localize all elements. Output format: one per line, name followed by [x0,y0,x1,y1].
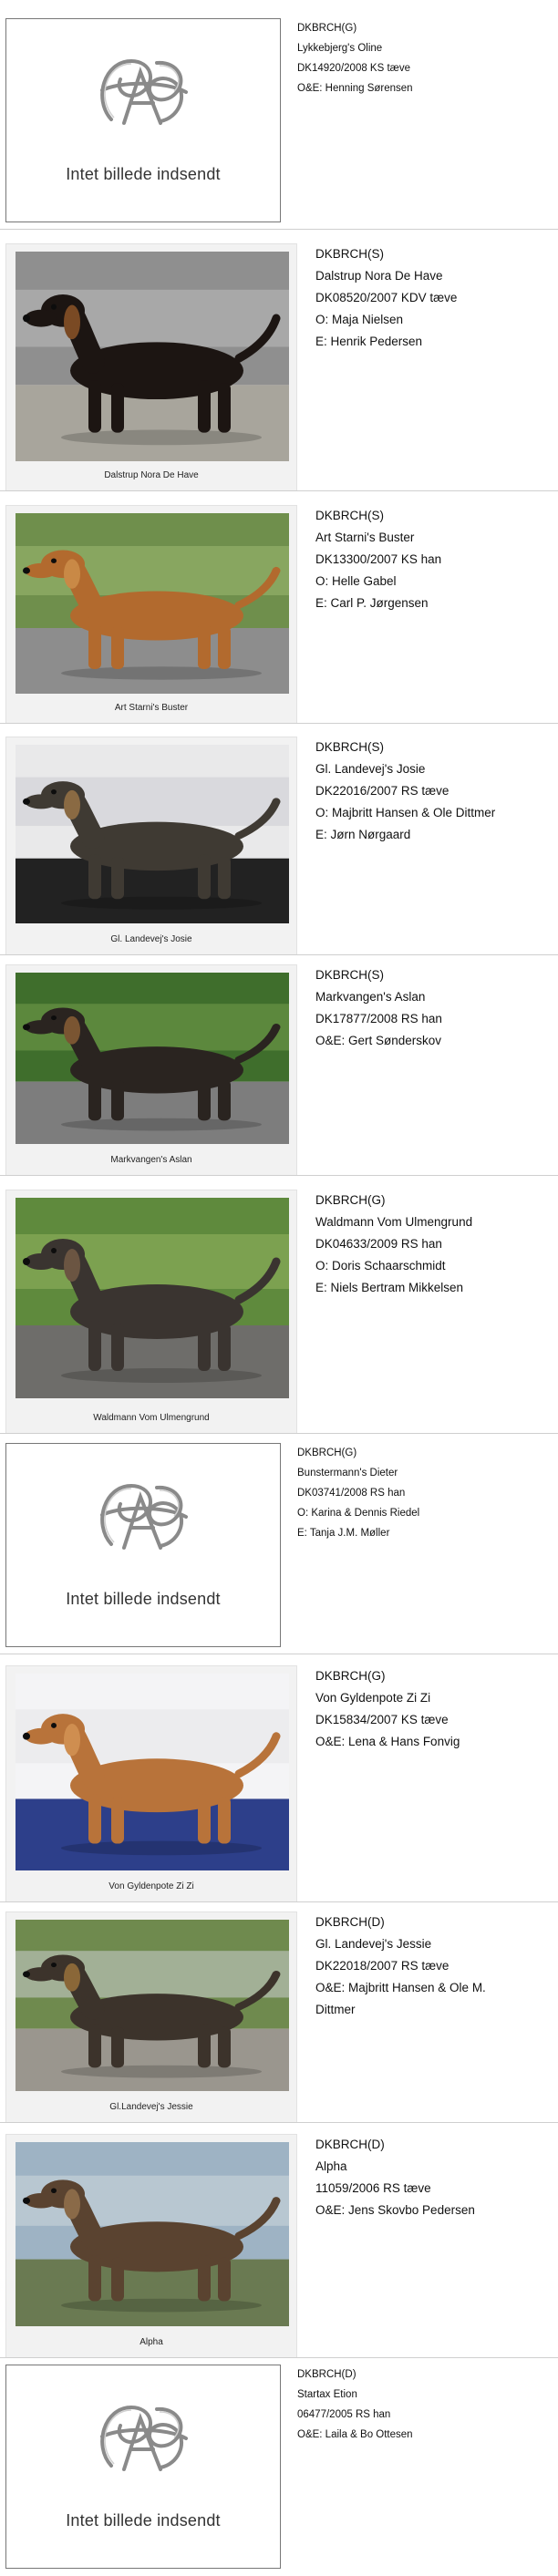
owner-line: O&E: Lena & Hans Fonvig [315,1735,460,1748]
list-item [0,2123,558,2358]
list-item [0,491,558,724]
placeholder-text: Intet billede indsendt [66,1590,221,1608]
dog-info [297,2365,413,2445]
dog-info [315,737,495,846]
dog-info [315,1665,460,1753]
list-item [0,230,558,491]
title-line: DKBRCH(S) [315,247,385,261]
dog-info [315,243,457,353]
photo-caption: Von Gyldenpote Zi Zi [108,1881,194,1891]
dog-info [315,505,441,614]
photo-caption: Markvangen's Aslan [110,1155,192,1165]
dog-photo-icon [16,513,289,694]
photo-card [5,1190,297,1434]
placeholder-text: Intet billede indsendt [66,2511,221,2530]
list-item [0,955,558,1176]
list-item [0,2358,558,2574]
no-image-placeholder [5,1443,281,1647]
title-line: DKBRCH(D) [315,1915,385,1929]
photo-card [5,737,297,955]
title-line: DKBRCH(D) [315,2138,385,2151]
name-line: Gl. Landevej's Jessie [315,1937,432,1951]
owner-line: E: Niels Bertram Mikkelsen [315,1281,464,1294]
photo-card [5,1665,297,1902]
registration-line: DK22016/2007 RS tæve [315,784,450,798]
registration-line: DK03741/2008 RS han [297,1488,406,1499]
photo-caption: Waldmann Vom Ulmengrund [93,1413,210,1423]
owner-line: Dittmer [315,2003,356,2016]
photo-caption: Art Starni's Buster [114,703,189,713]
list-item [0,1902,558,2123]
title-line: DKBRCH(G) [315,1193,386,1207]
club-logo-icon [84,2391,202,2482]
title-line: DKBRCH(G) [297,1448,357,1458]
name-line: Gl. Landevej's Josie [315,762,426,776]
owner-line: O&E: Majbritt Hansen & Ole M. [315,1981,486,1994]
placeholder-text: Intet billede indsendt [66,165,221,183]
dog-photo-icon [16,1198,289,1398]
photo-caption: Gl. Landevej's Josie [110,934,192,944]
owner-line: O: Karina & Dennis Riedel [297,1508,420,1519]
title-line: DKBRCH(G) [297,23,357,34]
owner-line: O&E: Gert Sønderskov [315,1034,442,1047]
list-item [0,1434,558,1654]
photo-card [5,964,297,1176]
club-logo-icon [84,45,202,136]
photo-caption: Dalstrup Nora De Have [104,470,199,480]
registration-line: 11059/2006 RS tæve [315,2181,431,2195]
registration-line: DK17877/2008 RS han [315,1012,442,1025]
photo-card [5,2134,297,2358]
dog-info [297,18,413,98]
title-line: DKBRCH(S) [315,740,385,754]
owner-line: O&E: Henning Sørensen [297,83,413,94]
name-line: Waldmann Vom Ulmengrund [315,1215,473,1229]
owner-line: O: Doris Schaarschmidt [315,1259,446,1273]
no-image-placeholder [5,18,281,222]
registration-line: DK15834/2007 KS tæve [315,1713,449,1726]
club-logo-icon [84,1469,202,1561]
name-line: Art Starni's Buster [315,531,415,544]
registration-line: 06477/2005 RS han [297,2409,391,2420]
name-line: Markvangen's Aslan [315,990,426,1004]
dog-info [315,1190,472,1299]
no-image-placeholder [5,2365,281,2569]
list-item [0,724,558,955]
owner-line: O: Helle Gabel [315,574,397,588]
dog-photo-icon [16,1674,289,1870]
photo-card [5,1911,297,2123]
name-line: Alpha [315,2159,347,2173]
title-line: DKBRCH(S) [315,968,385,982]
dog-info [297,1443,419,1543]
owner-line: E: Jørn Nørgaard [315,828,411,841]
photo-caption: Gl.Landevej's Jessie [109,2102,193,2112]
registration-line: DK13300/2007 KS han [315,552,442,566]
registration-line: DK04633/2009 RS han [315,1237,442,1251]
registration-line: DK14920/2008 KS tæve [297,63,411,74]
dog-info [315,964,442,1052]
dog-info [315,2134,475,2221]
dog-info [315,1911,486,2021]
owner-line: E: Carl P. Jørgensen [315,596,429,610]
registration-line: DK08520/2007 KDV tæve [315,291,458,304]
dog-photo-icon [16,252,289,461]
title-line: DKBRCH(G) [315,1669,386,1683]
list-item [0,1176,558,1434]
photo-caption: Alpha [140,2337,163,2347]
owner-line: O&E: Jens Skovbo Pedersen [315,2203,475,2217]
owner-line: E: Henrik Pedersen [315,335,423,348]
owner-line: E: Tanja J.M. Møller [297,1528,390,1539]
dog-photo-icon [16,2142,289,2326]
name-line: Startax Etion [297,2389,357,2400]
list-item [0,0,558,230]
title-line: DKBRCH(S) [315,509,385,522]
name-line: Von Gyldenpote Zi Zi [315,1691,431,1705]
name-line: Bunstermann's Dieter [297,1468,398,1479]
owner-line: O&E: Laila & Bo Ottesen [297,2429,413,2440]
owner-line: O: Maja Nielsen [315,313,404,326]
name-line: Dalstrup Nora De Have [315,269,443,283]
photo-card [5,243,297,491]
name-line: Lykkebjerg's Oline [297,43,383,54]
owner-line: O: Majbritt Hansen & Ole Dittmer [315,806,496,819]
title-line: DKBRCH(D) [297,2369,356,2380]
dog-photo-icon [16,1920,289,2091]
list-item [0,1654,558,1902]
dog-photo-icon [16,745,289,923]
registration-line: DK22018/2007 RS tæve [315,1959,450,1973]
photo-card [5,505,297,724]
dog-photo-icon [16,973,289,1144]
